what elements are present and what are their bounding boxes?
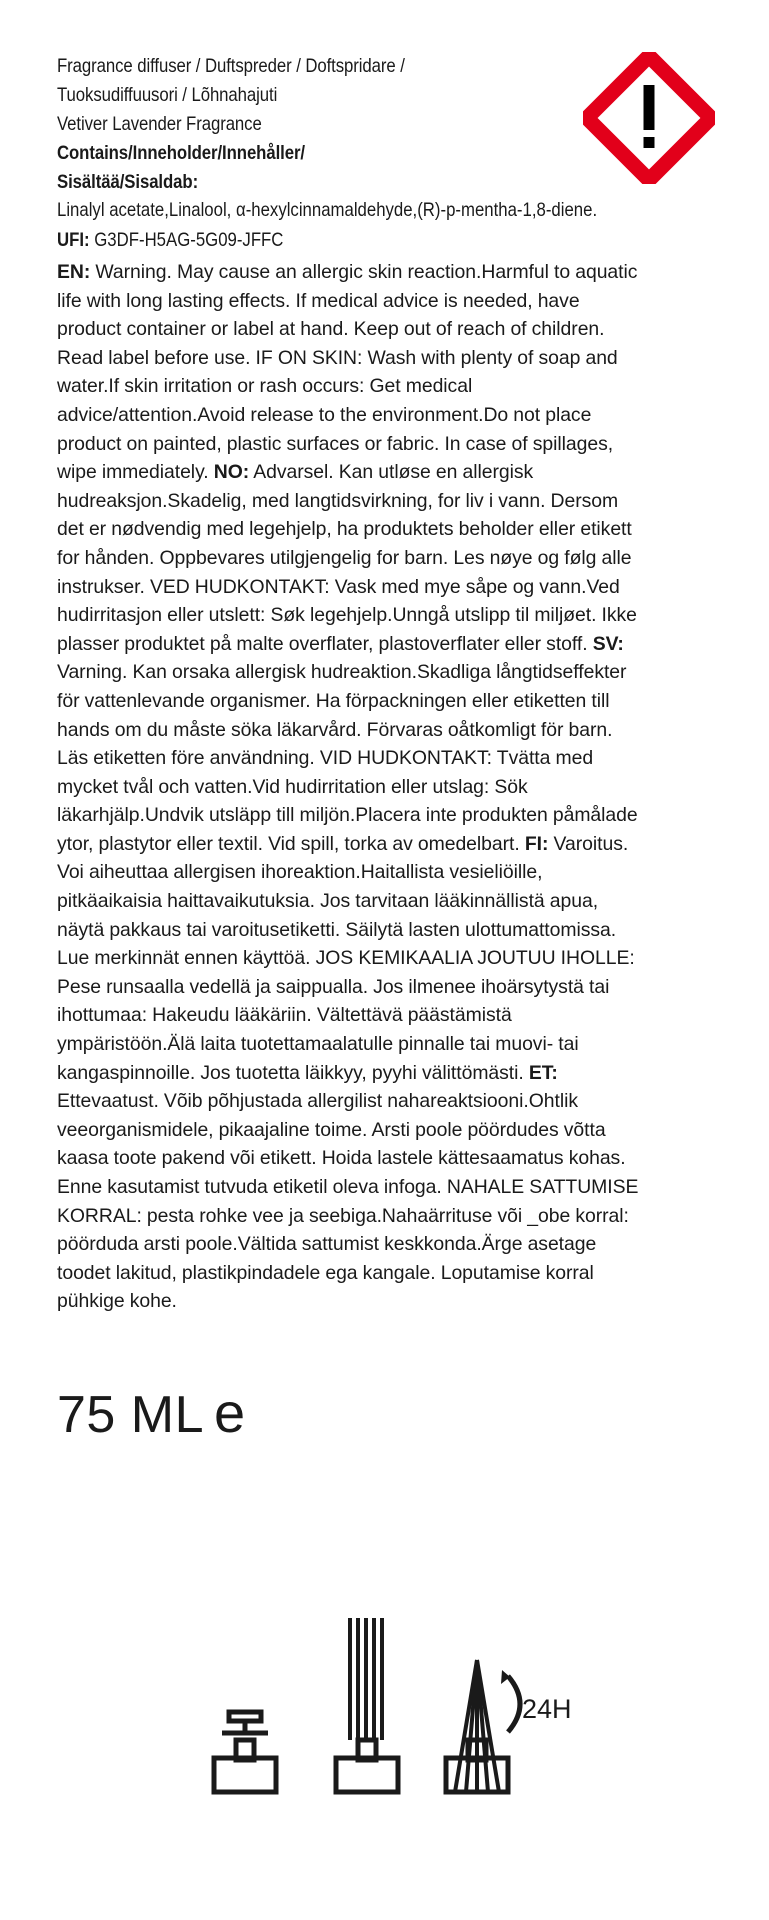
flip-interval-label: 24H: [522, 1694, 572, 1724]
contains-heading-line-1: Contains/Inneholder/Innehåller/: [57, 142, 305, 164]
lang-code-sv: SV:: [592, 632, 624, 655]
header-zone: [57, 52, 717, 197]
ufi-code: G3DF-H5AG-5G09-JFFC: [94, 229, 284, 251]
product-name-line-2: Tuoksudiffuusori / Lõhnahajuti: [57, 84, 278, 106]
estimated-sign-e: e: [214, 1381, 246, 1444]
ufi-line: [57, 226, 659, 255]
product-title-block: [57, 52, 457, 197]
net-volume: [57, 1381, 246, 1444]
warning-text-no: Advarsel. Kan utløse en allergisk hudreaksjon.Skadelig, med langtidsvirkning, for liv i vann. Dersom det er nødvendig med legehjelp, ha produktets beholder eller etikett for hånden. Oppbevares utilgjengelig for barn. Les nøye og følg alle instrukser. VED HUDKONTAKT: Vask med mye såpe og vann.Ved hudirritasjon eller utslett: Søk legehjelp.Unngå utslipp til miljøet. Ikke plasser produktet på malte overflater, plastoverflater eller stoff.: [57, 461, 637, 655]
warning-text-et: Ettevaatust. Võib põhjustada allergilist nahareaktsiooni.Ohtlik veeorganismidele, pikaajaline toime. Arsti poole pöördudes võtta kaasa toote pakend või etikett. Hoida lastele kättesaamatus kohas. Enne kasutamist tutvuda etiketil oleva infoga. NAHALE SATTUMISE KORRAL: pesta rohke vee ja seebiga.Nahaärrituse või _obe korral: pöörduda arsti poole.Vältida sattumist keskkonda.Ärge asetage toodet lakitud, plastikpindadele ega kangale. Loputamise korral pühkige kohe.: [57, 1090, 639, 1313]
warning-text-fi: Varoitus. Voi aiheuttaa allergisen ihoreaktion.Haitallista vesieliöille, pitkäaikaisia haittavaikutuksia. Jos tarvitaan lääkinnällistä apua, näytä pakkaus tai varoitusetiketti. Säilytä lasten ulottumattomissa. Lue merkinnät ennen käyttöä. JOS KEMIKAALIA JOUTUU IHOLLE: Pese runsaalla vedellä ja saippualla. Jos ilmenee ihoärsytystä tai ihottumaa: Hakeudu lääkäriin. Vältettävä päästämistä ympäristöön.Älä laita tuotettamaalatulle pinnalle tai muovi- tai kangaspinnoille. Jos tuotetta läikkyy, pyyhi välittömästi.: [57, 832, 635, 1084]
ufi-label: UFI:: [57, 229, 90, 251]
warning-text-sv: Varning. Kan orsaka allergisk hudreaktion.Skadliga långtidseffekter för vattenlevande organismer. Ha förpackningen eller etiketten till hands om du måste söka läkarvård. Förvaras oåtkomligt för barn. Läs etiketten före användning. VID HUDKONTAKT: Tvätta med mycket tvål och vatten.Vid hudirritation eller utslag: Sök läkarhjälp.Undvik utsläpp till miljön.Placera inte produkten påmålade ytor, plastytor eller textil. Vid spill, torka av omedelbart.: [57, 661, 638, 855]
product-variant: Vetiver Lavender Fragrance: [57, 113, 262, 135]
ghs-exclamation-mark-icon: [583, 52, 715, 184]
flip-reeds-icon: [446, 1660, 520, 1792]
warning-text-en: Warning. May cause an allergic skin reaction.Harmful to aquatic life with long lasting effects. If medical advice is needed, have product container or label at hand. Keep out of reach of children. Read label before use. IF ON SKIN: Wash with plenty of soap and water.If skin irritation or rash occurs: Get medical advice/attention.Avoid release to the environment.Do not place product on painted, plastic surfaces or fabric. In case of spillages, wipe immediately.: [57, 261, 638, 484]
ingredients-line: Linalyl acetate,Linalool, α-hexylcinnamaldehyde,(R)-p-mentha-1,8-diene.: [57, 199, 598, 221]
contains-heading-line-2: Sisältää/Sisaldab:: [57, 171, 199, 193]
bottle-with-reeds-icon: [336, 1618, 398, 1792]
lang-code-fi: FI:: [524, 832, 549, 855]
hazard-warnings-block: [57, 258, 639, 1316]
lang-code-et: ET:: [528, 1061, 558, 1084]
lang-code-en: EN:: [57, 261, 91, 283]
usage-instruction-icons: [0, 1600, 769, 1800]
lang-code-no: NO:: [213, 461, 250, 484]
closed-bottle-icon: [214, 1712, 276, 1792]
product-name-line-1: Fragrance diffuser / Duftspreder / Doftspridare /: [57, 55, 405, 77]
volume-value: 75 ML: [57, 1386, 205, 1444]
